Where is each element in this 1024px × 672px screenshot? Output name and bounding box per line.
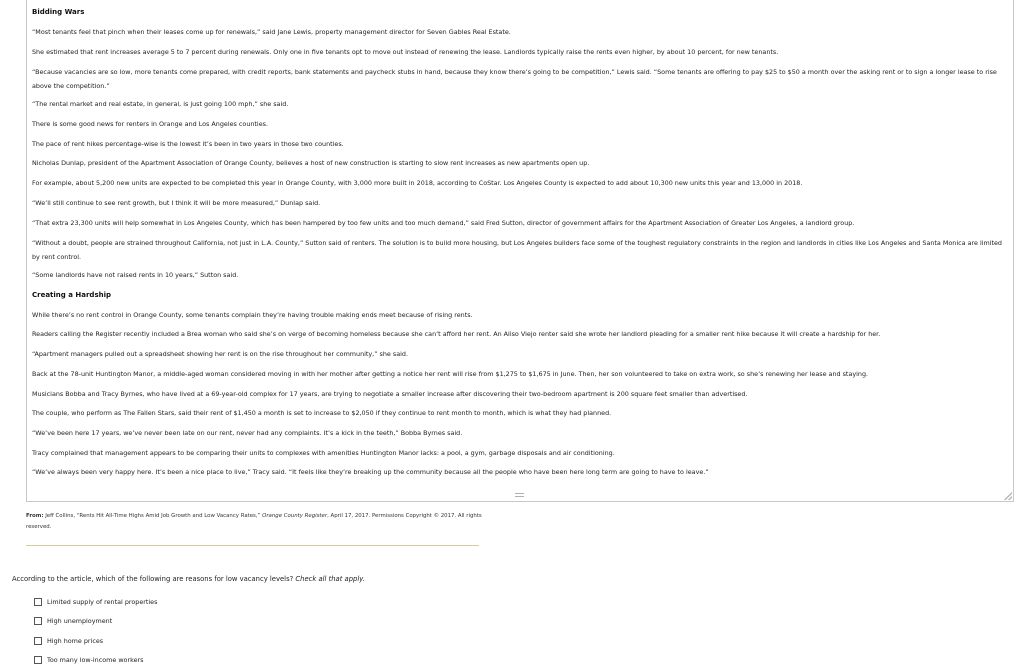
option-high-unemployment[interactable]	[34, 616, 112, 626]
checkbox[interactable]	[34, 598, 42, 606]
section-heading-bidding-wars: Bidding Wars	[32, 8, 85, 16]
option-high-home-prices[interactable]	[34, 636, 103, 646]
source-authors: Jeff Collins, “Rents Hit All-Time Highs Amid Job Growth and Low Vacancy Rates,”	[45, 513, 261, 519]
article-paragraph: Musicians Bobba and Tracy Byrnes, who have lived at a 69-year-old complex for 17 years, are trying to negotiate a smaller increase after discovering their two-bedroom apartment is 200 square feet smaller than advertised.	[32, 390, 748, 398]
option-label[interactable]: Too many low-income workers	[47, 656, 144, 664]
article-paragraph: “Because vacancies are so low, more tenants come prepared, with credit reports, bank statements and paycheck stubs in hand, because they know there’s going to be competition,” Lewis said. “Some tenants are offering to pay $25 to $50 a month over the asking rent or to sign a longer lease to rise above the competition.”	[32, 68, 997, 90]
article-paragraph: “Some landlords have not raised rents in 10 years,” Sutton said.	[32, 271, 239, 279]
article-paragraph: “We’ve been here 17 years, we’ve never been late on our rent, never had any complaints. It’s a kick in the teeth,” Bobba Byrnes said.	[32, 429, 463, 437]
resize-grip-icon[interactable]	[1004, 492, 1012, 500]
article-paragraph: Nicholas Dunlap, president of the Apartment Association of Orange County, believes a host of new construction is starting to slow rent increases as new apartments open up.	[32, 159, 590, 167]
article-paragraph: Readers calling the Register recently included a Brea woman who said she’s on verge of becoming homeless because she can’t afford her rent. An Aliso Viejo renter said she wrote her landlord pleading for a smaller rent hike because it will create a hardship for her.	[32, 330, 881, 338]
article-paragraph: The couple, who perform as The Fallen Stars, said their rent of $1,450 a month is set to increase to $2,050 if they continue to rent month to month, which is what they had planned.	[32, 409, 612, 417]
article-paragraph: For example, about 5,200 new units are expected to be completed this year in Orange County, with 3,000 more built in 2018, according to CoStar. Los Angeles County is expected to add about 10,300 new units this year and 13,000 in 2018.	[32, 179, 803, 187]
source-label: From:	[26, 513, 44, 519]
article-paragraph: She estimated that rent increases average 5 to 7 percent during renewals. Only one in five tenants opt to move out instead of renewing the lease. Landlords typically raise the rents even higher, by about 10 percent, for new tenants.	[32, 48, 779, 56]
article-paragraph: “Without a doubt, people are strained throughout California, not just in L.A. County,” Sutton said of renters. The solution is to build more housing, but Los Angeles builders face some of the toughest regulatory constraints in the region and landlords in cities like Los Angeles and Santa Monica are limited by rent control.	[32, 239, 1002, 261]
article-paragraph: While there’s no rent control in Orange County, some tenants complain they’re having trouble making ends meet because of rising rents.	[32, 311, 473, 319]
article-paragraph: “That extra 23,300 units will help somewhat in Los Angeles County, which has been hampered by too few units and too much demand,” said Fred Sutton, director of government affairs for the Apartment Association of Greater Los Angeles, a landlord group.	[32, 219, 855, 227]
article-paragraph: There is some good news for renters in Orange and Los Angeles counties.	[32, 120, 268, 128]
option-limited-supply[interactable]	[34, 597, 157, 607]
article-paragraph: “Apartment managers pulled out a spreadsheet showing her rent is on the rise throughout her community,” she said.	[32, 350, 409, 358]
article-paragraph: Back at the 78-unit Huntington Manor, a middle-aged woman considered moving in with her mother after getting a notice her rent will rise from $1,275 to $1,675 in June. Then, her son volunteered to take on extra work, so she’s renewing her lease and staying.	[32, 370, 869, 378]
question-text: According to the article, which of the following are reasons for low vacancy levels?	[12, 575, 294, 583]
checkbox[interactable]	[34, 637, 42, 645]
question-hint: Check all that apply.	[295, 575, 365, 583]
article-paragraph: “Most tenants feel that pinch when their leases come up for renewals,” said Jane Lewis, property management director for Seven Gables Real Estate.	[32, 28, 511, 36]
article-paragraph: The pace of rent hikes percentage-wise is the lowest it’s been in two years in those two counties.	[32, 140, 344, 148]
option-label[interactable]: High home prices	[47, 637, 104, 645]
article-paragraph: “We’ve always been very happy here. It’s been a nice place to live,” Tracy said. “It feels like they’re breaking up the community because all the people who have been here long term are going to have to leave.”	[32, 468, 709, 476]
drag-handle-icon[interactable]	[515, 493, 524, 497]
section-heading-creating-a-hardship: Creating a Hardship	[32, 291, 112, 299]
option-label[interactable]: High unemployment	[47, 617, 113, 625]
article-paragraph: “The rental market and real estate, in general, is just going 100 mph,” she said.	[32, 100, 289, 108]
source-details: , April 17, 2017. Permissions Copyright © 2017. All rights reserved.	[26, 513, 482, 530]
article-panel[interactable]	[26, 0, 1014, 502]
checkbox[interactable]	[34, 617, 42, 625]
divider	[26, 545, 479, 546]
article-paragraph: “We’ll still continue to see rent growth, but I think it will be more measured,” Dunlap said.	[32, 199, 321, 207]
checkbox[interactable]	[34, 656, 42, 664]
option-low-income-workers[interactable]	[34, 655, 143, 665]
article-paragraph: Tracy complained that management appears to be comparing their units to complexes with amenities Huntington Manor lacks: a pool, a gym, garbage disposals and air conditioning.	[32, 449, 615, 457]
source-publication: Orange County Register	[262, 513, 328, 519]
source-citation	[26, 511, 486, 533]
question-prompt	[12, 574, 365, 585]
option-label[interactable]: Limited supply of rental properties	[47, 598, 158, 606]
